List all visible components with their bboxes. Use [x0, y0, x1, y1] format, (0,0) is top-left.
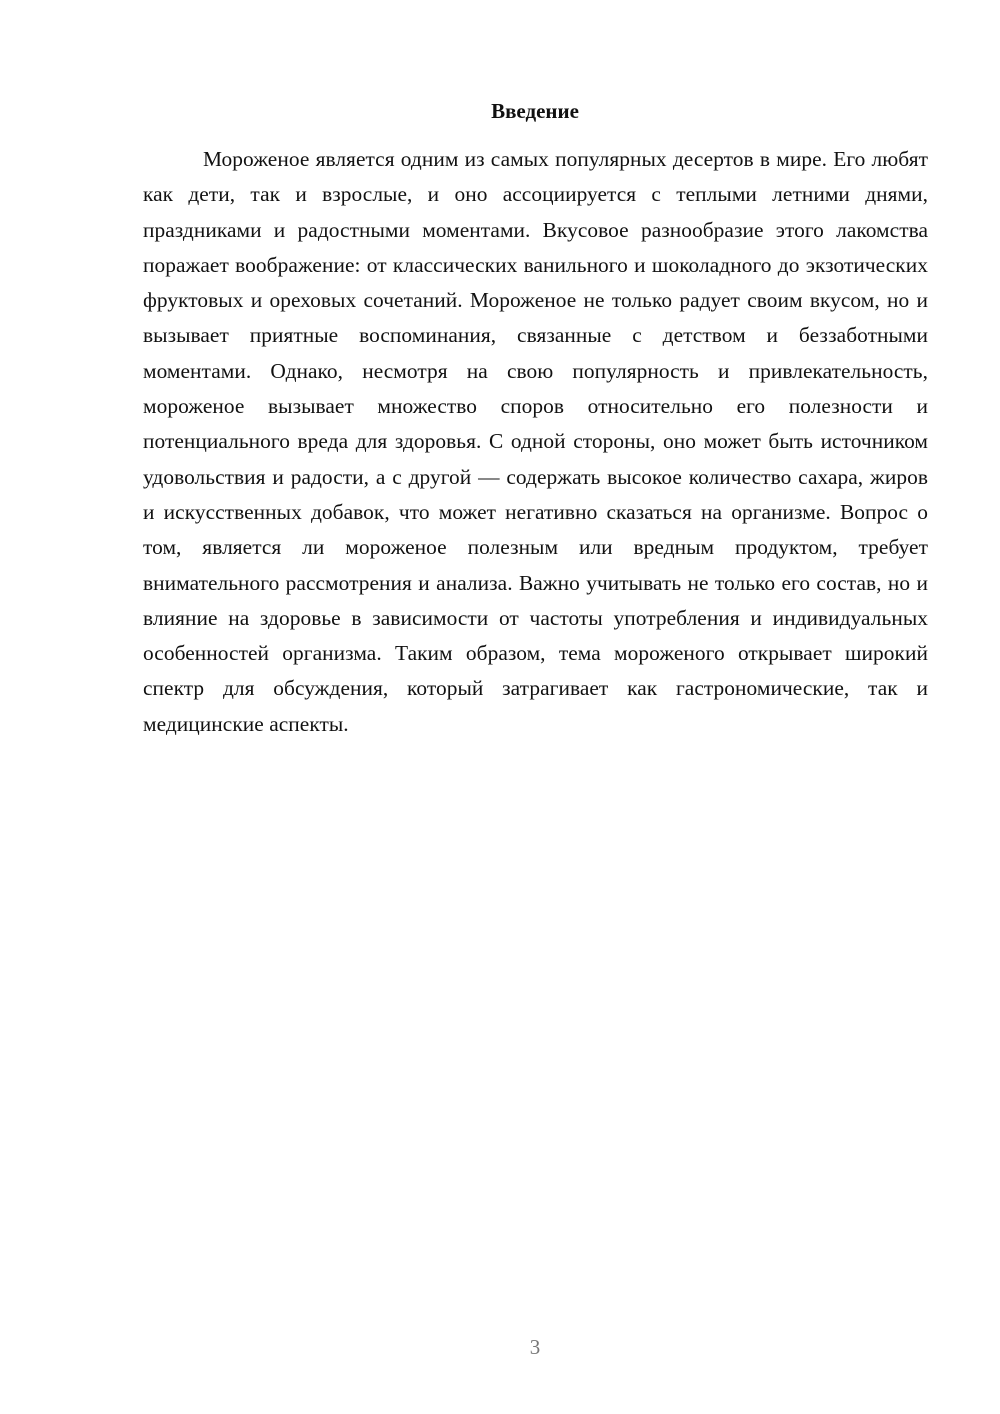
section-heading: Введение: [491, 99, 579, 123]
page-number: 3: [529, 1335, 541, 1359]
intro-paragraph: Мороженое является одним из самых популярных десертов в мире. Его любят как дети, так и взрослые, и оно ассоциируется с теплыми летними днями, праздниками и радостными моментами. Вкусовое разнообразие этого лакомства поражает воображение: от классических ванильного и шоколадного до экзотических фруктовых и ореховых сочетаний. Мороженое не только радует своим вкусом, но и вызывает приятные воспоминания, связанные с детством и беззаботными моментами. Однако, несмотря на свою популярность и привлекательность, мороженое вызывает множество споров относительно его полезности и потенциального вреда для здоровья. С одной стороны, оно может быть источником удовольствия и радости, а с другой — содержать высокое количество сахара, жиров и искусственных добавок, что может негативно сказаться на организме. Вопрос о том, является ли мороженое полезным или вредным продуктом, требует внимательного рассмотрения и анализа. Важно учитывать не только его состав, но и влияние на здоровье в зависимости от частоты употребления и индивидуальных особенностей организма. Таким образом, тема мороженого открывает широкий спектр для обсуждения, который затрагивает как гастрономические, так и медицинские аспекты.: [143, 147, 928, 736]
